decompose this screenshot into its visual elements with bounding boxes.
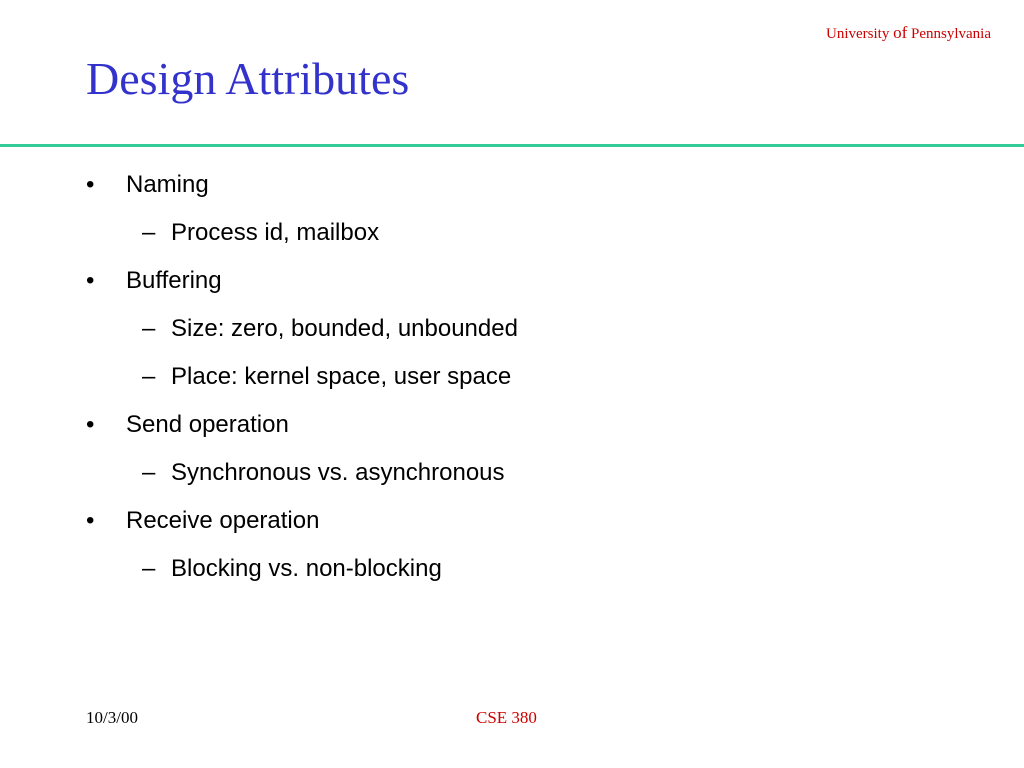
bullet-item [0,167,1024,215]
title-divider [0,144,1024,147]
sub-bullet-item [0,359,1024,407]
slide-title: Design Attributes [86,53,410,104]
bullet-item [0,407,1024,455]
bullet-text: Receive operation [126,507,320,534]
sub-bullet-marker: – [142,459,156,486]
sub-bullet-item [0,455,1024,503]
sub-bullet-item [0,311,1024,359]
bullet-item [0,503,1024,551]
sub-bullet-item [0,215,1024,263]
footer-date: 10/3/00 [86,708,138,727]
bullet-text: Buffering [126,267,222,294]
institution-pennsylvania: Pennsylvania [907,26,991,42]
bullet-marker: • [86,411,95,438]
bullet-text: Send operation [126,411,289,438]
bullet-marker: • [86,267,95,294]
sub-bullet-marker: – [142,315,156,342]
bullet-marker: • [86,507,95,534]
bullet-marker: • [86,171,95,198]
sub-bullet-marker: – [142,219,156,246]
sub-bullet-text: Synchronous vs. asynchronous [171,459,505,486]
footer-course: CSE 380 [476,708,537,727]
institution-university: University [826,26,894,42]
sub-bullet-marker: – [142,363,156,390]
sub-bullet-text: Place: kernel space, user space [171,363,512,390]
sub-bullet-item [0,551,1024,599]
bullet-text: Naming [126,171,209,198]
sub-bullet-marker: – [142,555,156,582]
bullet-item [0,263,1024,311]
institution-label [826,23,991,43]
sub-bullet-text: Blocking vs. non-blocking [171,555,442,582]
bullet-list [0,167,1024,599]
institution-of: of [893,23,908,42]
sub-bullet-text: Process id, mailbox [171,219,380,246]
sub-bullet-text: Size: zero, bounded, unbounded [171,315,518,342]
